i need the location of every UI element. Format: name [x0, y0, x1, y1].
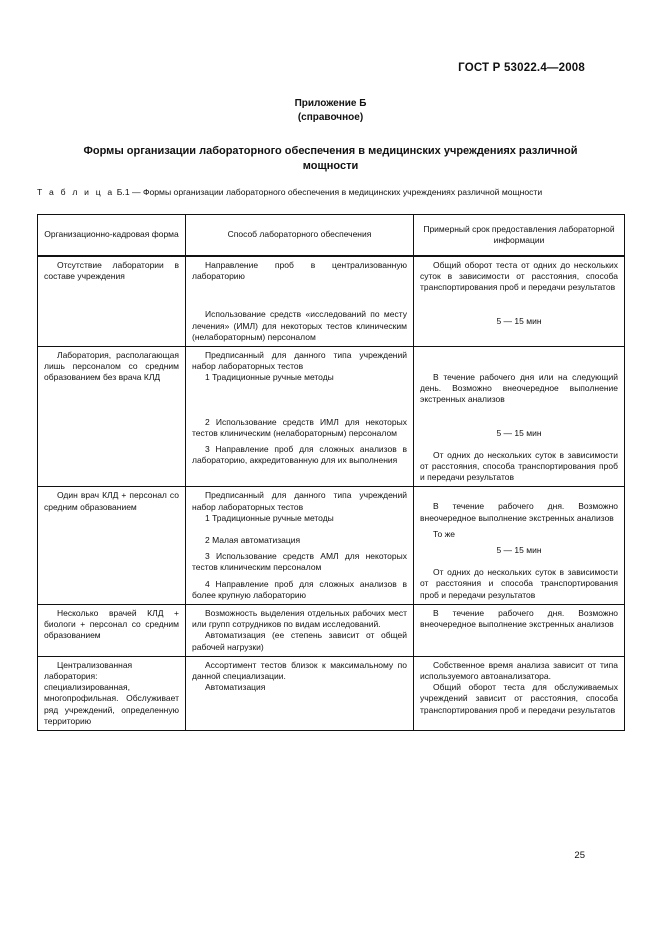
time-cell: [414, 487, 625, 605]
header-form: Организационно-кадровая форма: [38, 215, 186, 257]
time-cell: [414, 605, 625, 657]
time-text: От одних до нескольких суток в зависимости от расстояния, способа транспортирования проб и передачи результатов: [420, 449, 618, 483]
table-caption-text: Б.1 — Формы организации лабораторного обеспечения в медицинских учреждениях различной мощности: [114, 187, 543, 197]
header-method: Способ лабораторного обеспечения: [186, 215, 414, 257]
method-text: 1 Традиционные ручные методы: [205, 372, 334, 383]
method-text: 3 Использование средств АМЛ для некоторых тестов клиническим персоналом: [192, 551, 407, 573]
time-text: В течение рабочего дня. Возможно внеочередное выполнение экстренных анализов: [420, 501, 618, 523]
annex-heading: [0, 97, 661, 125]
form-text: Отсутствие лаборатории в составе учреждения: [44, 260, 179, 282]
form-text: Один врач КЛД + персонал со средним образованием: [44, 490, 179, 512]
form-text: Централизованная лаборатория: специализированная, многопрофильная. Обслуживает ряд учреждений, определенную территорию: [44, 659, 179, 726]
time-text: Общий оборот теста от одних до нескольких суток в зависимости от расстояния, способа транспортирования проб и передачи результатов: [420, 260, 618, 293]
method-text: Автоматизация: [205, 682, 266, 693]
time-text: В течение рабочего дня. Возможно внеочередное выполнение экстренных анализов: [420, 608, 618, 630]
method-text: 1 Традиционные ручные методы: [205, 512, 334, 523]
method-cell: [186, 656, 414, 730]
method-text: Предписанный для данного типа учреждений набор лабораторных тестов: [192, 350, 407, 372]
time-cell: [414, 256, 625, 347]
table-caption-prefix: Т а б л и ц а: [37, 187, 115, 197]
lab-forms-table: [37, 214, 625, 731]
annex-title: Приложение Б: [294, 98, 367, 109]
annex-note: (справочное): [297, 112, 364, 123]
form-text: Несколько врачей КЛД + биологи + персонал со средним образованием: [44, 608, 179, 641]
header-time: Примерный срок предоставления лабораторной информации: [414, 215, 625, 257]
form-cell: [38, 487, 186, 605]
form-cell: [38, 656, 186, 730]
time-text: От одних до нескольких суток в зависимости от расстояния и способа транспортирования проб и передачи результатов: [420, 567, 618, 600]
table-row: [38, 256, 625, 347]
table-header-row: [38, 215, 625, 257]
method-cell: [186, 605, 414, 657]
method-text: 3 Направление проб для сложных анализов в лабораторию, аккредитованную для их выполнения: [192, 444, 407, 466]
form-cell: [38, 605, 186, 657]
method-cell: [186, 487, 414, 605]
method-text: Предписанный для данного типа учреждений набор лабораторных тестов: [192, 490, 407, 512]
standard-number: ГОСТ Р 53022.4—2008: [458, 62, 585, 74]
method-text: 2 Использование средств ИМЛ для некоторых тестов клиническим (нелабораторным) персоналом: [192, 416, 407, 438]
table-row: [38, 487, 625, 605]
time-cell: [414, 656, 625, 730]
form-cell: [38, 347, 186, 487]
form-cell: [38, 256, 186, 347]
time-text: То же: [433, 528, 456, 539]
page-number: 25: [574, 850, 585, 861]
method-text: 2 Малая автоматизация: [205, 535, 301, 546]
form-text: Лаборатория, располагающая лишь персоналом со средним образованием без врача КЛД: [44, 350, 179, 383]
method-text: Возможность выделения отдельных рабочих мест или групп сотрудников по видам исследований.: [192, 608, 407, 630]
method-cell: [186, 347, 414, 487]
time-text: 5 — 15 мин: [496, 427, 542, 438]
table-row: [38, 656, 625, 730]
time-text: Общий оборот теста для обслуживаемых учреждений зависит от расстояния, способа транспортирования проб и передачи результатов: [420, 682, 618, 715]
table-row: [38, 605, 625, 657]
method-text: Ассортимент тестов близок к максимальному по данной специализации.: [192, 659, 407, 682]
method-text: 4 Направление проб для сложных анализов в более крупную лабораторию: [192, 578, 407, 600]
document-title: Формы организации лабораторного обеспечения в медицинских учреждениях различной мощности: [83, 145, 578, 172]
table-row: [38, 347, 625, 487]
method-text: Направление проб в централизованную лабораторию: [192, 260, 407, 282]
time-text: В течение рабочего дня или на следующий день. Возможно внеочередное выполнение экстренных анализов: [420, 372, 618, 405]
time-text: 5 — 15 мин: [496, 315, 542, 326]
time-text: 5 — 15 мин: [496, 545, 542, 556]
time-text: Собственное время анализа зависит от типа используемого автоанализатора.: [420, 659, 618, 682]
method-cell: [186, 256, 414, 347]
time-cell: [414, 347, 625, 487]
table-caption: [37, 186, 625, 198]
method-text: Автоматизация (ее степень зависит от общей рабочей нагрузки): [192, 630, 407, 652]
method-text: Использование средств «исследований по месту лечения» (ИМЛ) для некоторых тестов клиническим (нелабораторным) персоналом: [192, 309, 407, 342]
